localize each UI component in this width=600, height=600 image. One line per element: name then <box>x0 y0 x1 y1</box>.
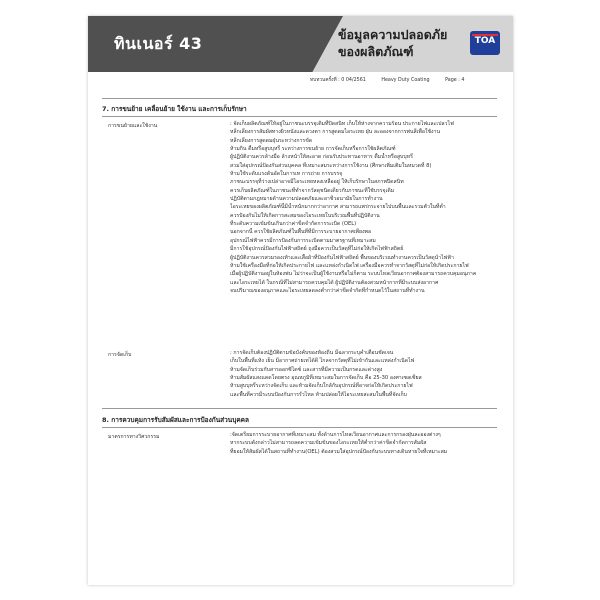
text-line: เมื่อผู้ปฏิบัติงานอยู่ในห้องพ่น ไม่ว่าจะเป็นผู้ใช้งานหรือไม่ก็ตาม ระบบไหลเวียนอากาศต้องสามารถควบคุมอนุภาค <box>230 271 477 278</box>
text-line: ไอระเหยของผลิตภัณฑ์นี้มีน้ำหนักมากกว่าอากาศ สามารถแพร่กระจายไปบนพื้นและรวมตัวในที่ต่ำ <box>230 204 446 211</box>
logo-text: TOA <box>474 36 496 46</box>
product-type: Heavy Duty Coating <box>381 78 430 83</box>
text-line: เก็บในพื้นที่แห้ง เย็น มีอากาศถ่ายเทได้ดี ไกลจากวัสดุที่ไม่เข้ากันและแหล่งกำเนิดไฟ <box>230 358 415 365</box>
document-title-line-2: ของผลิตภัณฑ์ <box>338 44 414 59</box>
text-line: ที่ยอมให้สัมผัสได้ในสถานที่ทำงาน(OEL) ต้องสวมใส่อุปกรณ์ป้องกันระบบทางเดินหายใจที่เหมาะสม <box>230 448 448 455</box>
text-line: ปฏิบัติตามกฎหมายด้านความปลอดภัยและอาชีวอนามัยในการทำงาน <box>230 196 383 203</box>
text-line: ห้ามใช้ระดับแรงดันอัดในการเท การถ่าย การบรรจุ <box>230 171 343 178</box>
text-line: หลีกเลี่ยงการสัมผัสทางผิวหนังและดวงตา การสูดดมไอระเหย ฝุ่น ละอองจากการพ่นสีเพื่อใช้งาน <box>230 129 440 136</box>
engineering-controls-label: มาตรการทางวิศวกรรม <box>108 434 160 440</box>
text-line: ห้ามใช้เครื่องมือที่ก่อให้เกิดประกายไฟ และแหล่งกำเนิดไฟ เครื่องมือควรทำจากวัสดุที่ไม่ก่อให้เกิดประกายไฟ <box>230 262 469 269</box>
text-line: และไอระเหยได้ ในกรณีที่ไม่สามารถควบคุมได้ ผู้ปฏิบัติงานต้องสวมหน้ากากที่มีระบบส่งอากาศ <box>230 279 439 286</box>
text-line: สวมใส่อุปกรณ์ป้องกันส่วนบุคคล ที่เหมาะสมระหว่างการใช้งาน (ศึกษาเพิ่มเติมในหมวดที่ 8) <box>230 162 432 169</box>
section-7-title-rule <box>102 116 497 117</box>
section-8-title: 8. การควบคุมการรับสัมผัสและการป้องกันส่วนบุคคล <box>102 416 249 424</box>
text-line: มีการใช้อุปกรณ์ป้องกันไฟฟ้าสถิตย์ ถุงมือควรเป็นวัสดุที่ไม่ก่อให้เกิดไฟฟ้าสถิตย์ <box>230 246 404 253</box>
section-8-top-rule <box>102 408 497 409</box>
text-line: ผู้ปฏิบัติงานควรล้างมือ ล้างหน้าให้สะอาด ก่อนรับประทานอาหาร ดื่มน้ำหรือสูบบุหรี่ <box>230 154 413 161</box>
text-line: จนปริมาณของอนุภาคและไอระเหยลดลงต่ำกว่าค่าขีดจำกัดที่กำหนดไว้ในสถานที่ทำงาน <box>230 287 425 294</box>
text-line: หากระบบดังกล่าวไม่สามารถลดความเข้มข้นของไอระเหยให้ต่ำกว่าค่าขีดจำกัดการสัมผัส <box>230 440 427 447</box>
handling-label: การขนย้ายและใช้งาน <box>108 123 158 129</box>
text-line: ห้ามสัมผัสแสงแดดโดยตรง อุณหภูมิที่เหมาะสมในการจัดเก็บ คือ 25-30 องศาเซลเซียส <box>230 375 422 382</box>
text-line: : จัดเก็บผลิตภัณฑ์ให้อยู่ในภาชนะบรรจุเดิมที่ปิดสนิท เก็บให้ห่างจากความร้อน ประกายไฟและเปลวไฟ <box>230 121 454 127</box>
document-meta <box>310 76 478 84</box>
text-line: ควรป้องกันไม่ให้เกิดการสะสมของไอระเหยในบริเวณพื้นที่ปฏิบัติงาน <box>230 212 380 219</box>
document-title <box>338 26 458 60</box>
section-7-title: 7. การขนย้าย เคลื่อนย้าย ใช้งาน และการเก็บรักษา <box>102 105 247 113</box>
handling-text <box>230 120 480 295</box>
toa-logo <box>470 31 500 55</box>
product-name: ทินเนอร์ 43 <box>114 34 203 53</box>
storage-text <box>230 349 480 399</box>
section-7-top-rule <box>102 98 497 99</box>
section-8-title-rule <box>102 427 497 428</box>
text-line: ห้ามกิน ดื่มหรือสูบบุหรี่ ระหว่างการขนย้าย การจัดเก็บหรือการใช้ผลิตภัณฑ์ <box>230 146 396 153</box>
text-line: : การจัดเก็บต้องปฏิบัติตามข้อบังคับของท้องถิ่น มีฉลากระบุคำเตือนชัดเจน <box>230 350 394 356</box>
document-title-line-1: ข้อมูลความปลอดภัย <box>338 27 448 42</box>
text-line: ผู้ปฏิบัติงานควรสวมรองเท้าและเสื้อผ้าที่ป้องกันไฟฟ้าสถิตย์ พื้นของบริเวณทำงานควรเป็นวัสดุนำไฟฟ้า <box>230 254 454 261</box>
page-number: Page : 4 <box>445 78 465 83</box>
text-line: ควรเก็บผลิตภัณฑ์ในภาชนะที่ทำจากวัสดุชนิดเดียวกับภาชนะที่ใช้บรรจุเดิม <box>230 187 395 194</box>
text-line: หลีกเลี่ยงการสูดดมฝุ่นระหว่างการขัด <box>230 137 313 144</box>
engineering-controls-text <box>230 431 480 456</box>
text-line: นอกจากนี้ ควรใช้ผลิตภัณฑ์ในพื้นที่ที่มีการระบายอากาศเพียงพอ <box>230 229 372 236</box>
text-line: :จัดเตรียมการระบายอากาศที่เหมาะสม ทั้งด้านการไหลเวียนอากาศและการกรองฝุ่นละอองต่างๆ <box>230 432 441 438</box>
text-line: ห้ามจัดเก็บร่วมกับสารออกซิไดซ์ และสารที่มีความเป็นกรดและด่างสูง <box>230 366 383 373</box>
text-line: ห้ามสูบบุหรี่ระหว่างจัดเก็บ และห้ามจัดเก็บใกล้กับอุปกรณ์ที่อาจก่อให้เกิดประกายไฟ <box>230 383 413 390</box>
safety-data-sheet-page <box>88 16 513 585</box>
text-line: ภาชนะบรรจุที่ว่างเปล่าอาจมีไอระเหยหลงเหลืออยู่ ให้เก็บรักษาในสภาพปิดสนิท <box>230 179 404 186</box>
revision-info: ทบทวนครั้งที่ : 0 04/2561 <box>310 78 366 83</box>
storage-label: การจัดเก็บ <box>108 352 132 358</box>
text-line: และพื้นที่ควรมีระบบป้องกันการรั่วไหล ห้ามปล่อยให้ไอระเหยสะสมในพื้นที่จัดเก็บ <box>230 391 407 398</box>
text-line: อุปกรณ์ไฟฟ้าควรมีการป้องกันการระเบิดตามมาตรฐานที่เหมาะสม <box>230 237 376 244</box>
text-line: ที่ระดับความเข้มข้นเกินกว่าค่าขีดจำกัดการระเบิด (OEL) <box>230 221 357 228</box>
